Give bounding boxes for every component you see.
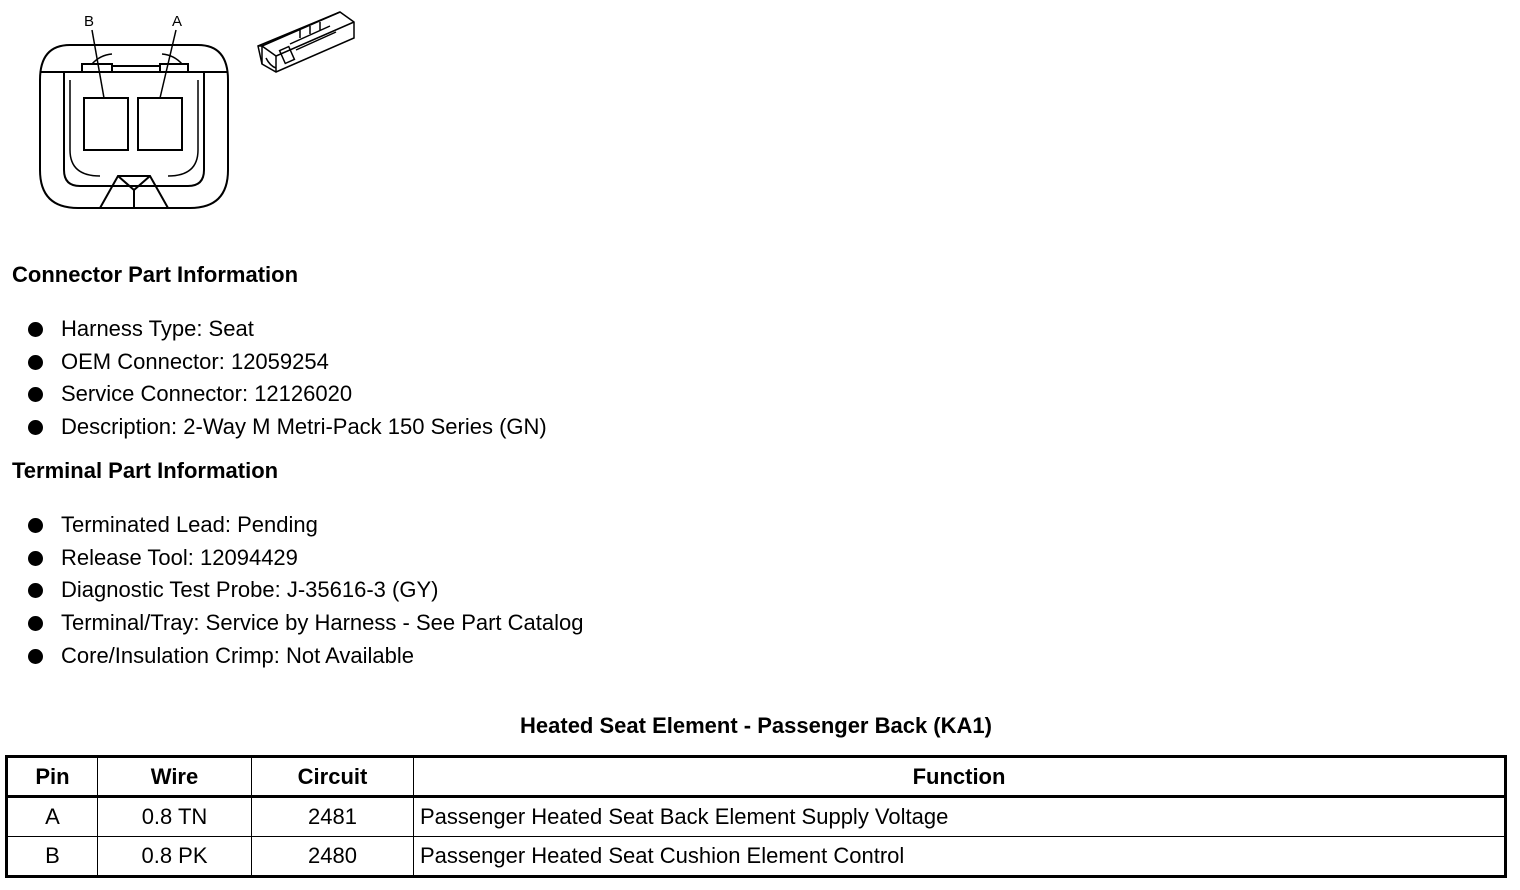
bullet-icon [28,616,43,631]
table-header-row [7,757,1506,797]
cell-function: Passenger Heated Seat Cushion Element Control [414,837,1506,877]
list-item [28,607,584,640]
terminal-info-title: Terminal Part Information [12,458,279,483]
list-item [28,313,547,346]
bullet-icon [28,551,43,566]
list-item [28,574,584,607]
connector-info-title: Connector Part Information [12,262,299,287]
list-item-text: Description: 2-Way M Metri-Pack 150 Series (GN) [61,414,547,440]
bullet-icon [28,518,43,533]
bullet-icon [28,355,43,370]
list-item [28,378,547,411]
cell-pin: A [7,797,98,837]
cell-wire: 0.8 PK [98,837,252,877]
pin-label-a: A [172,13,183,30]
list-item-text: Terminated Lead: Pending [61,512,318,537]
cavity-a [138,98,182,150]
connector-thumbnail [258,12,354,72]
column-header-function: Function [414,757,1506,797]
list-item-text: Core/Insulation Crimp: Not Available [61,642,414,668]
cell-circuit: 2481 [252,797,414,837]
list-item-text: Terminal/Tray: Service by Harness - See Part Catalog [61,610,584,636]
connector-info-list [28,313,547,444]
table-row [7,837,1506,877]
connector-face-diagram [0,0,380,230]
bullet-icon [28,322,43,337]
cell-wire: 0.8 TN [98,797,252,837]
pinout-table [5,755,1507,878]
cell-pin: B [7,837,98,877]
list-item-text: OEM Connector: 12059254 [61,348,329,374]
list-item-text: Release Tool: 12094429 [61,544,298,570]
list-item [28,509,584,542]
column-header-wire: Wire [98,757,252,797]
list-item-text: Harness Type: Seat [61,316,254,341]
bullet-icon [28,387,43,402]
cell-function: Passenger Heated Seat Back Element Supply Voltage [414,797,1506,837]
pin-label-b: B [84,13,95,30]
list-item-text: Diagnostic Test Probe: J-35616-3 (GY) [61,577,439,603]
bullet-icon [28,583,43,598]
cell-circuit: 2480 [252,837,414,877]
list-item [28,411,547,444]
column-header-pin: Pin [7,757,98,797]
table-title: Heated Seat Element - Passenger Back (KA1) [520,713,992,738]
list-item-text: Service Connector: 12126020 [61,381,353,407]
table-row [7,797,1506,837]
list-item [28,640,584,673]
column-header-circuit: Circuit [252,757,414,797]
list-item [28,542,584,575]
bullet-icon [28,420,43,435]
cavity-b [84,98,128,150]
list-item [28,346,547,379]
terminal-info-list [28,509,584,672]
bullet-icon [28,649,43,664]
